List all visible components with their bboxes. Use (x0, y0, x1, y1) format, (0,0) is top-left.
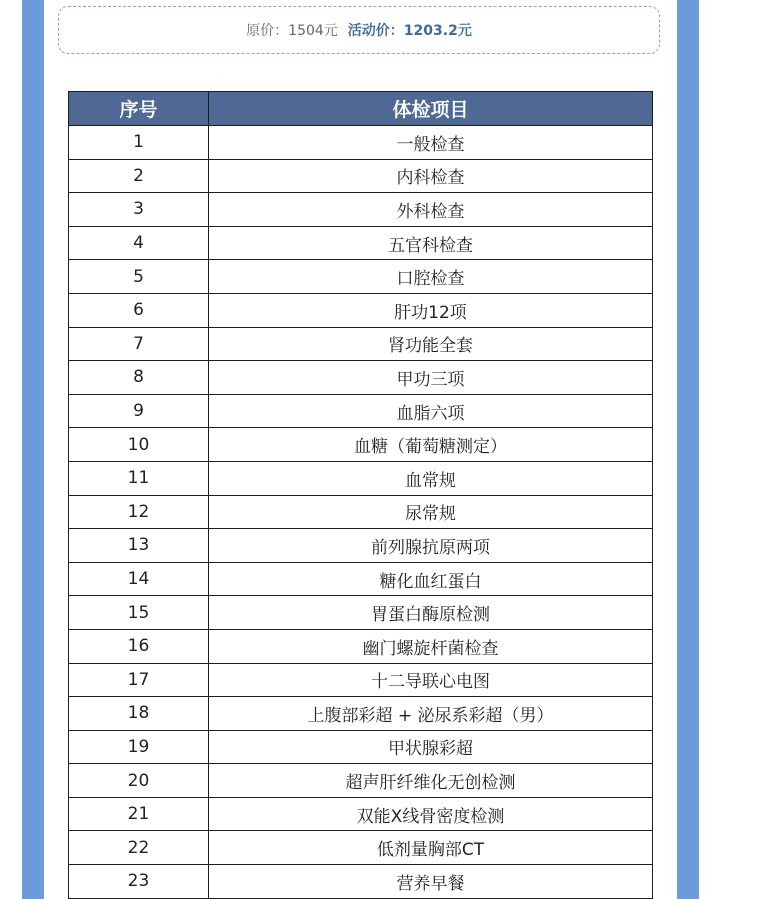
row-item-cell: 糖化血红蛋白 (209, 562, 653, 596)
table-row (69, 831, 653, 865)
checkup-items-table (68, 91, 653, 899)
row-item-cell: 外科检查 (209, 193, 653, 227)
row-index-cell: 7 (69, 327, 209, 361)
row-index-cell: 2 (69, 159, 209, 193)
table-row (69, 865, 653, 899)
table-row (69, 797, 653, 831)
table-row (69, 159, 653, 193)
row-index-cell: 12 (69, 495, 209, 529)
price-box (58, 6, 660, 54)
row-item-cell: 甲状腺彩超 (209, 730, 653, 764)
table-row (69, 629, 653, 663)
row-index-cell: 18 (69, 697, 209, 731)
table-row (69, 596, 653, 630)
row-index-cell: 21 (69, 797, 209, 831)
row-index-cell: 23 (69, 865, 209, 899)
table-row (69, 126, 653, 160)
row-item-cell: 肝功12项 (209, 293, 653, 327)
row-index-cell: 20 (69, 764, 209, 798)
row-index-cell: 5 (69, 260, 209, 294)
table-row (69, 327, 653, 361)
row-item-cell: 尿常规 (209, 495, 653, 529)
table-row (69, 529, 653, 563)
table-header-row (69, 92, 653, 126)
header-index: 序号 (69, 92, 209, 126)
row-item-cell: 前列腺抗原两项 (209, 529, 653, 563)
row-index-cell: 15 (69, 596, 209, 630)
row-item-cell: 双能X线骨密度检测 (209, 797, 653, 831)
row-item-cell: 口腔检查 (209, 260, 653, 294)
table-row (69, 562, 653, 596)
row-item-cell: 营养早餐 (209, 865, 653, 899)
row-item-cell: 内科检查 (209, 159, 653, 193)
row-index-cell: 19 (69, 730, 209, 764)
row-index-cell: 9 (69, 394, 209, 428)
table-row (69, 260, 653, 294)
table-row (69, 461, 653, 495)
row-index-cell: 6 (69, 293, 209, 327)
row-index-cell: 13 (69, 529, 209, 563)
activity-price-label: 活动价： (347, 23, 404, 39)
table-row (69, 730, 653, 764)
original-price-value: 1504元 (288, 23, 338, 39)
row-item-cell: 低剂量胸部CT (209, 831, 653, 865)
table-row (69, 764, 653, 798)
row-item-cell: 甲功三项 (209, 361, 653, 395)
row-index-cell: 3 (69, 193, 209, 227)
table-row (69, 697, 653, 731)
table-row (69, 293, 653, 327)
row-index-cell: 14 (69, 562, 209, 596)
row-index-cell: 17 (69, 663, 209, 697)
table-row (69, 495, 653, 529)
row-item-cell: 胃蛋白酶原检测 (209, 596, 653, 630)
table-body (69, 126, 653, 899)
row-item-cell: 血常规 (209, 461, 653, 495)
activity-price-value: 1203.2元 (403, 23, 472, 39)
row-item-cell: 肾功能全套 (209, 327, 653, 361)
row-index-cell: 10 (69, 428, 209, 462)
row-index-cell: 1 (69, 126, 209, 160)
row-item-cell: 超声肝纤维化无创检测 (209, 764, 653, 798)
row-item-cell: 幽门螺旋杆菌检查 (209, 629, 653, 663)
table-row (69, 361, 653, 395)
row-item-cell: 一般检查 (209, 126, 653, 160)
table-row (69, 226, 653, 260)
row-item-cell: 血脂六项 (209, 394, 653, 428)
row-item-cell: 上腹部彩超 + 泌尿系彩超（男） (209, 697, 653, 731)
row-item-cell: 血糖（葡萄糖测定） (209, 428, 653, 462)
header-item: 体检项目 (209, 92, 653, 126)
row-item-cell: 五官科检查 (209, 226, 653, 260)
table-row (69, 663, 653, 697)
row-index-cell: 11 (69, 461, 209, 495)
row-index-cell: 22 (69, 831, 209, 865)
row-index-cell: 8 (69, 361, 209, 395)
row-index-cell: 4 (69, 226, 209, 260)
table-row (69, 428, 653, 462)
row-item-cell: 十二导联心电图 (209, 663, 653, 697)
original-price-label: 原价： (246, 23, 289, 39)
table-row (69, 193, 653, 227)
table-row (69, 394, 653, 428)
row-index-cell: 16 (69, 629, 209, 663)
